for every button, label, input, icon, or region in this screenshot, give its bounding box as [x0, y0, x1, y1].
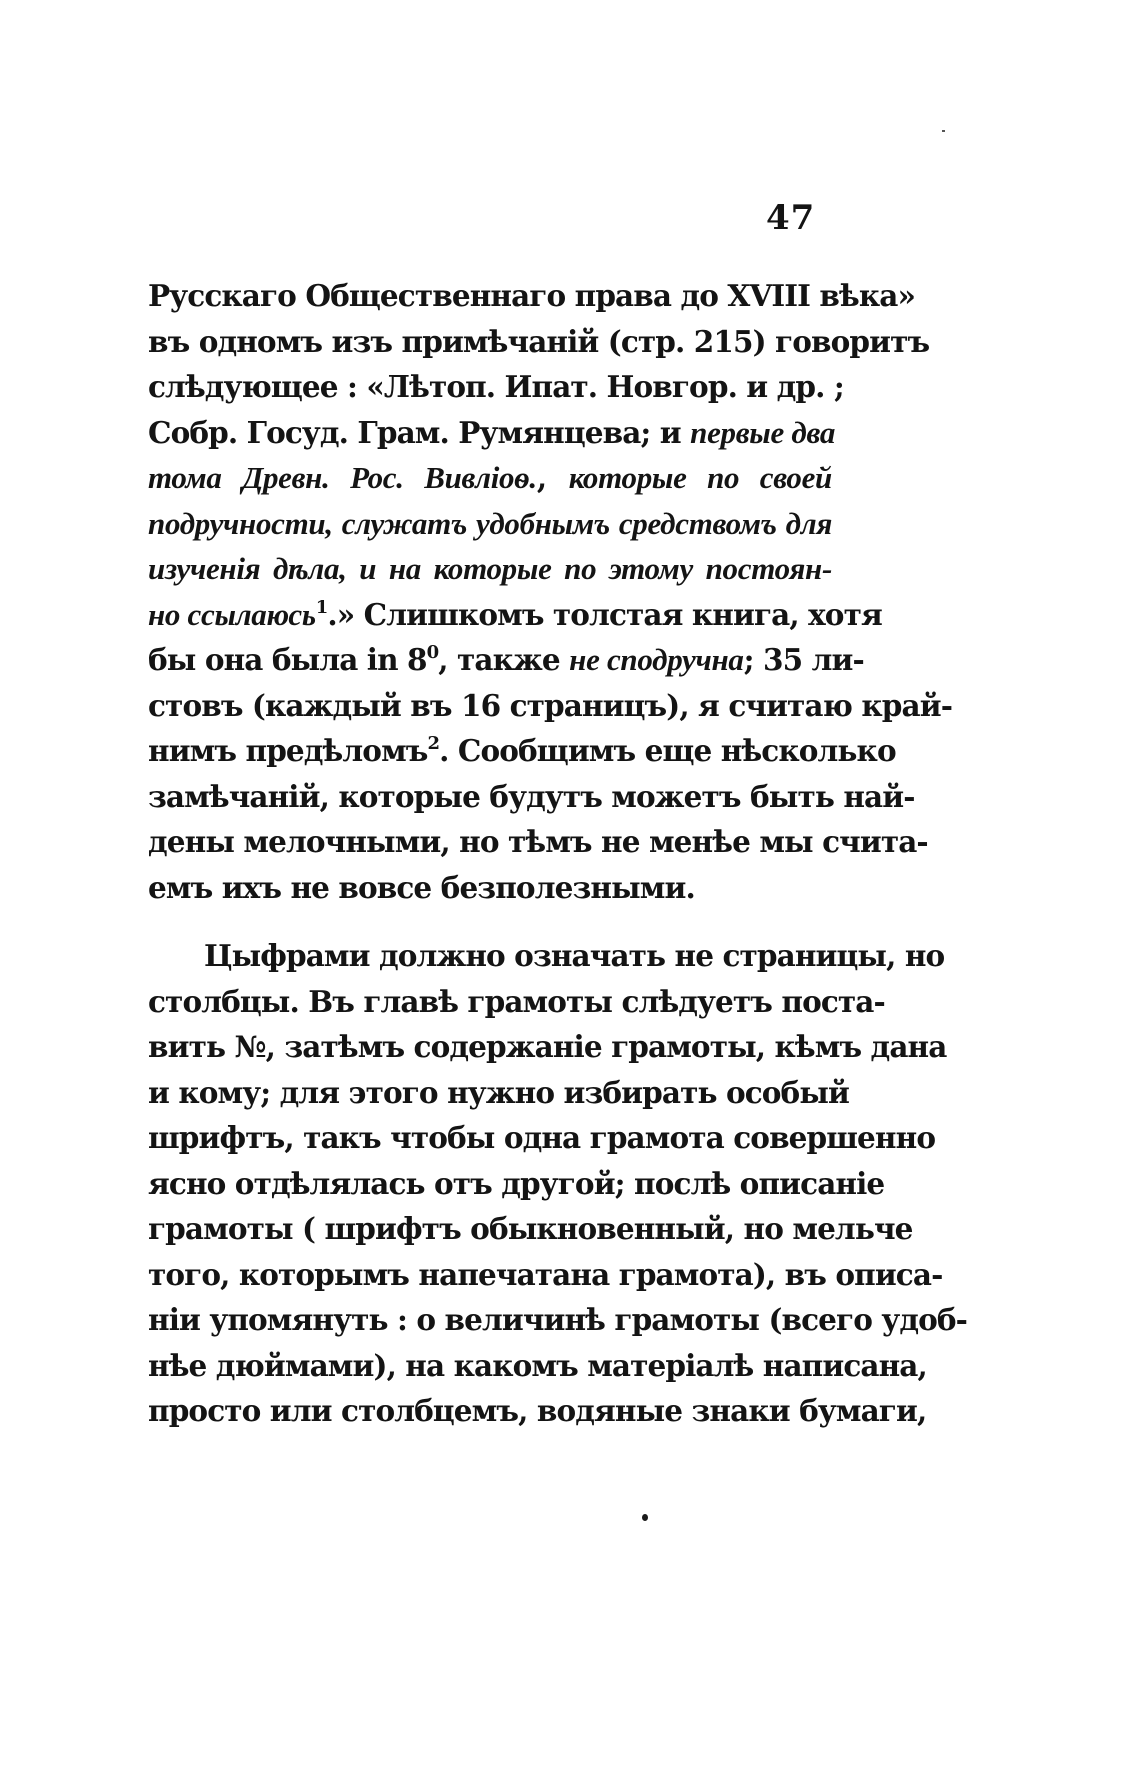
- text-line: Русскаго Общественнаго права до XVIII вѣка»: [148, 278, 915, 313]
- italic-text: тома Древн. Рос. Вивліоѳ.: [148, 460, 537, 495]
- body-text: [148, 273, 967, 1434]
- italic-text: но ссылаюсь: [148, 596, 316, 632]
- text-line: [148, 637, 864, 683]
- text-line: Цыфрами должно означать не страницы, но: [204, 938, 945, 973]
- text-run: Собр. Госуд. Грам. Румянцева; и: [148, 414, 691, 450]
- italic-text: которые по своей: [568, 460, 832, 495]
- paragraph-gap: [148, 910, 832, 933]
- text-run: бы она была in 8: [148, 642, 427, 677]
- text-run: , также: [438, 642, 570, 677]
- text-line: емъ ихъ не вовсе безполезными.: [148, 869, 695, 905]
- printer-mark: [642, 1514, 648, 1521]
- text-line: [148, 410, 836, 456]
- italic-line: изученія дѣла, и на которые по этому постоян-: [148, 551, 832, 586]
- text-line: дены мелочными, но тѣмъ не менѣе мы счита-: [148, 824, 928, 859]
- text-run: . Сообщимъ еще нѣсколько: [439, 733, 896, 768]
- text-line: шрифтъ, такъ чтобы одна грамота совершенно: [148, 1120, 936, 1155]
- footnote-ref-1: 1: [315, 596, 328, 618]
- text-line: и кому; для этого нужно избирать особый: [148, 1074, 849, 1110]
- text-line: слѣдующее : «Лѣтоп. Ипат. Новгор. и др. ;: [148, 369, 844, 404]
- superscript: 0: [426, 642, 439, 663]
- footnote-ref-2: 2: [427, 733, 440, 754]
- text-line: стовъ (каждый въ 16 страницъ), я считаю край-: [148, 687, 953, 723]
- paragraph-1: [148, 273, 953, 910]
- text-run: .» Слишкомъ толстая книга, хотя: [327, 596, 882, 632]
- text-line: ясно отдѣлялась отъ другой; послѣ описаніе: [148, 1165, 885, 1201]
- paragraph-2: [148, 933, 967, 1434]
- page-number: 47: [766, 198, 816, 238]
- italic-text: первые два: [690, 414, 836, 450]
- text-line: грамоты ( шрифтъ обыкновенный, но мельче: [148, 1211, 913, 1246]
- text-line: [148, 592, 882, 638]
- text-line: ніи упомянуть : о величинѣ грамоты (всего удоб-: [148, 1302, 967, 1337]
- italic-text: не сподручна: [569, 642, 744, 677]
- italic-line: подручности, служатъ удобнымъ средствомъ для: [148, 505, 832, 541]
- text-run: ; 35 ли-: [743, 642, 864, 677]
- text-line: столбцы. Въ главѣ грамоты слѣдуетъ поста-: [148, 983, 885, 1019]
- text-run: ,: [536, 460, 569, 495]
- text-run: нимъ предѣломъ: [148, 733, 428, 768]
- text-line: того, которымъ напечатана грамота), въ описа-: [148, 1256, 943, 1292]
- text-line: замѣчаній, которые будутъ можетъ быть най-: [148, 778, 915, 814]
- text-line: вить №, затѣмъ содержаніе грамоты, кѣмъ дана: [148, 1029, 947, 1064]
- text-line: [148, 728, 896, 774]
- text-line: [148, 455, 832, 501]
- text-line: нѣе дюймами), на какомъ матеріалѣ написана,: [148, 1347, 927, 1383]
- text-line: просто или столбцемъ, водяные знаки бумаги,: [148, 1393, 927, 1428]
- scan-speck: [942, 130, 945, 132]
- text-line: въ одномъ изъ примѣчаній (стр. 215) говоритъ: [148, 323, 930, 359]
